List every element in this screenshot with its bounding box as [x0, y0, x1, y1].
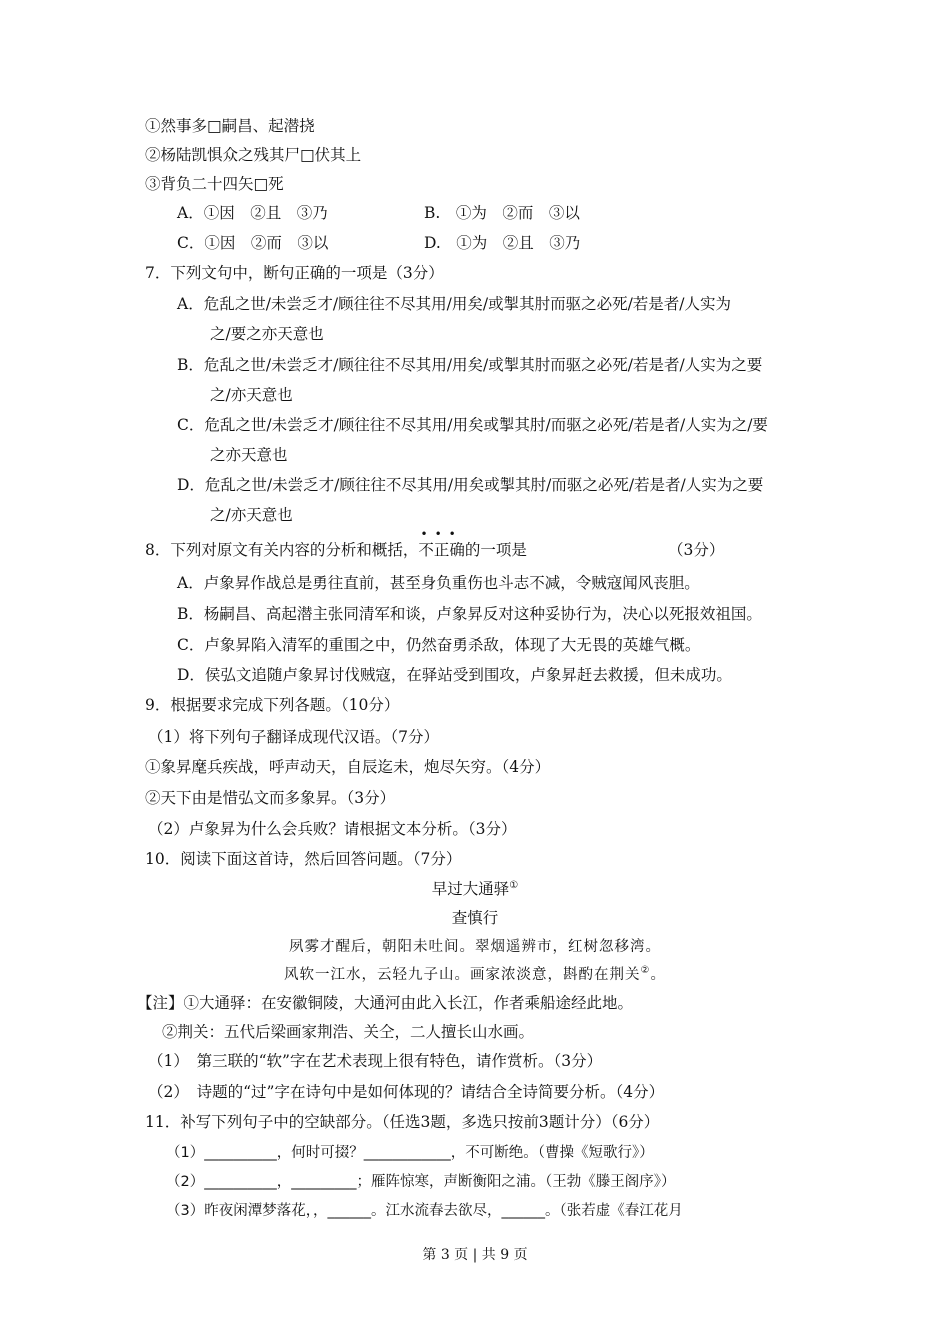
q11-item-1: （1）__________，何时可掇？____________，不可断绝。（曹操《短歌行》）	[166, 1145, 654, 1161]
q8-option-c: C．卢象昇陷入清军的重围之中，仍然奋勇杀敌，体现了大无畏的英雄气概。	[177, 636, 701, 654]
poem-note-1: 【注】①大通驿：在安徽铜陵，大通河由此入长江，作者乘船途经此地。	[137, 994, 634, 1012]
q7-option-b-line1: B．危乱之世/未尝乏才/顾往往不尽其用/用矣/或掣其肘而驱之必死/若是者/人实为之要	[177, 356, 763, 374]
q8-option-b: B．杨嗣昌、高起潜主张同清军和谈，卢象昇反对这种妥协行为，决心以死报效祖国。	[177, 605, 762, 623]
poem-line-1: 夙雾才醒后，朝阳未吐间。翠烟遥辨市，红树忽移湾。	[289, 939, 661, 955]
poem-title-note-mark: ①	[509, 879, 519, 891]
q7-stem: 7．下列文句中，断句正确的一项是（3分）	[145, 264, 444, 282]
q7-option-d-line1: D．危乱之世/未尝乏才/顾往往不尽其用/用矣或掣其肘/而驱之必死/若是者/人实为之要	[177, 476, 764, 494]
poem-line-2	[0, 965, 950, 985]
q8-stem-suffix: 的一项是	[464, 541, 527, 559]
q10-stem: 10．阅读下面这首诗，然后回答问题。（7分）	[145, 850, 462, 868]
q6-sentence-1: ①然事多□嗣昌、起潜挠	[145, 117, 315, 135]
q7-option-b-line2: 之/亦天意也	[210, 386, 293, 404]
q6-sentence-2: ②杨陆凯惧众之残其尸□伏其上	[145, 146, 362, 164]
q7-option-c-line1: C．危乱之世/未尝乏才/顾往往不尽其用/用矣或掣其肘/而驱之必死/若是者/人实为之/要	[177, 416, 768, 434]
q9-sentence-2: ②天下由是惜弘文而多象昇。（3分）	[145, 789, 396, 807]
q11-item-3: （3）昨夜闲潭梦落花，，______。江水流春去欲尽，______。（张若虚《春江花月	[166, 1203, 683, 1219]
poem-line-2-text: 风软一江水，云轻九子山。画家浓淡意，斟酌在荆关	[284, 967, 641, 983]
q7-option-d-line2: 之/亦天意也	[210, 506, 293, 524]
q8-stem	[145, 527, 527, 560]
poem-title	[0, 879, 950, 899]
page-footer: 第 3 页 | 共 9 页	[422, 1247, 528, 1263]
q11-item-2: （2）__________，_________；雁阵惊寒，声断衡阳之浦。（王勃《滕王阁序》）	[166, 1174, 676, 1190]
q8-score: （3分）	[668, 541, 725, 559]
q8-emphasis	[418, 527, 465, 559]
poem-title-text: 早过大通驿	[431, 880, 510, 898]
q6-option-a: A．①因 ②且 ③乃	[177, 204, 328, 222]
q10-part-2: （2） 诗题的“过”字在诗句中是如何体现的？请结合全诗简要分析。（4分）	[148, 1083, 665, 1101]
q8-option-a: A．卢象昇作战总是勇往直前，甚至身负重伤也斗志不减，令贼寇闻风丧胆。	[177, 574, 700, 592]
poem-line-2-note-mark: ②	[640, 965, 651, 977]
q7-option-c-line2: 之亦天意也	[210, 446, 288, 464]
poem-note-2: ②荆关：五代后梁画家荆浩、关仝，二人擅长山水画。	[162, 1023, 535, 1041]
q6-sentence-3: ③背负二十四矢□死	[145, 175, 284, 193]
poem-author: 查慎行	[451, 909, 499, 927]
q7-option-a-line2: 之/要之亦天意也	[210, 325, 324, 343]
q9-stem: 9．根据要求完成下列各题。（10分）	[145, 696, 400, 714]
q8-emphasis-text: 不正确	[418, 541, 465, 559]
q8-stem-prefix: 8．下列对原文有关内容的分析和概括，	[145, 541, 419, 559]
q9-part-1: （1）将下列句子翻译成现代汉语。（7分）	[148, 728, 439, 746]
q7-option-a-line1: A．危乱之世/未尝乏才/顾往往不尽其用/用矣/或掣其肘而驱之必死/若是者/人实为	[177, 295, 732, 313]
q10-part-1: （1） 第三联的“软”字在艺术表现上很有特色，请作赏析。（3分）	[148, 1052, 603, 1070]
q6-option-c: C．①因 ②而 ③以	[177, 234, 329, 252]
q9-part-2: （2）卢象昇为什么会兵败？请根据文本分析。（3分）	[148, 820, 517, 838]
poem-line-2-end: 。	[650, 967, 666, 983]
q8-option-d: D．侯弘文追随卢象昇讨伐贼寇，在驿站受到围攻，卢象昇赶去救援，但未成功。	[177, 666, 732, 684]
q6-option-b: B. ①为 ②而 ③以	[424, 204, 580, 222]
q11-stem: 11．补写下列句子中的空缺部分。（任选3题，多选只按前3题计分）（6分）	[145, 1113, 660, 1131]
emphasis-dots: •••	[420, 527, 463, 541]
q9-sentence-1: ①象昇麾兵疾战，呼声动天，自辰迄未，炮尽矢穷。（4分）	[145, 758, 551, 776]
q6-option-d: D. ①为 ②且 ③乃	[424, 234, 581, 252]
